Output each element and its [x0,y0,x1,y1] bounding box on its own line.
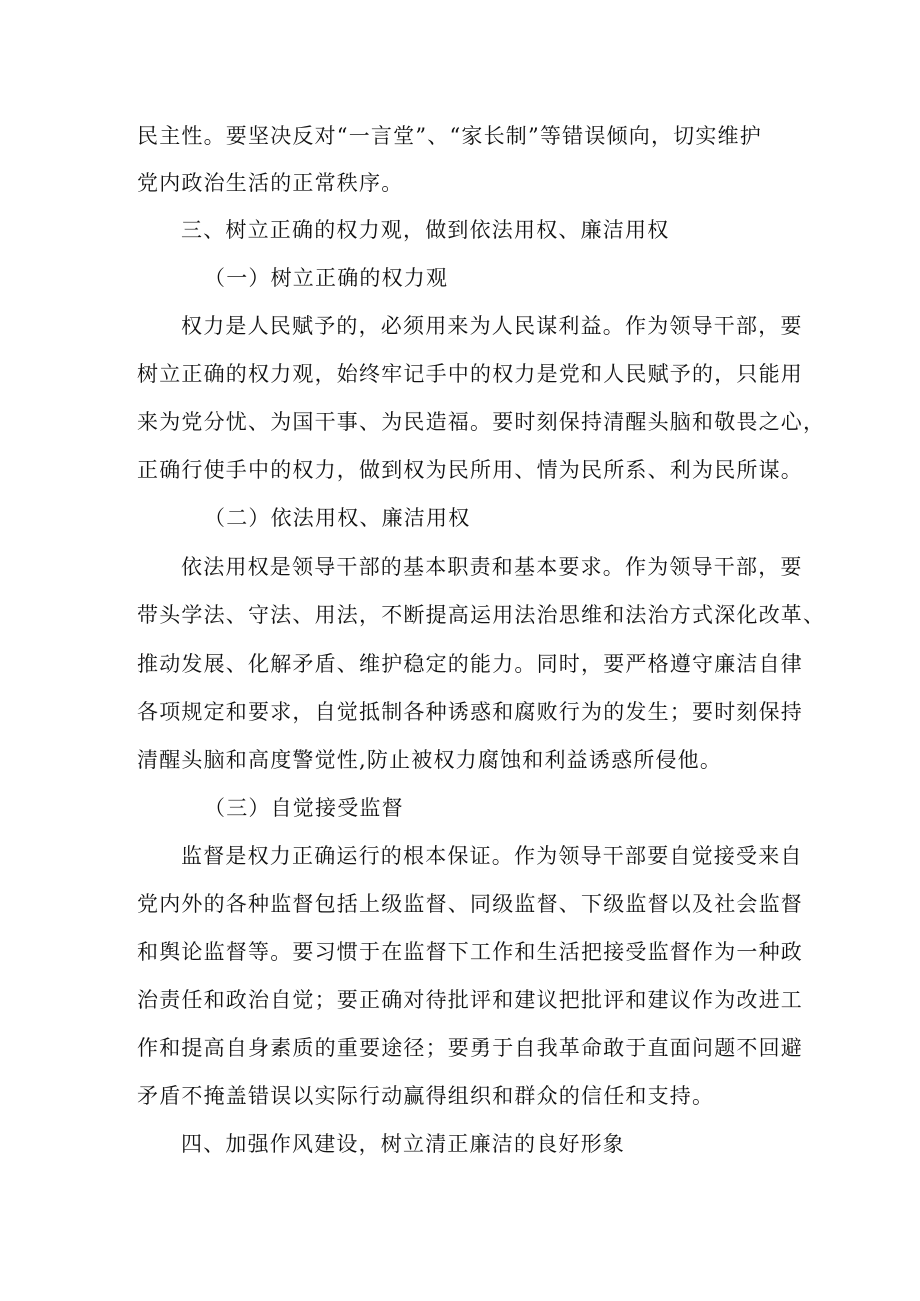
section-heading-4: 四、加强作风建设，树立清正廉洁的良好形象 [181,1132,625,1156]
body-text-line: 推动发展、化解矛盾、维护稳定的能力。同时，要严格遵守廉洁自律 [137,652,803,676]
body-text-line: 监督是权力正确运行的根本保证。作为领导干部要自觉接受来自 [181,844,803,868]
subsection-heading-3-2: （二）依法用权、廉洁用权 [204,506,471,530]
body-text-line: 正确行使手中的权力，做到权为民所用、情为民所系、利为民所谋。 [137,458,803,482]
body-text-line: 带头学法、守法、用法，不断提高运用法治思维和法治方式深化改革、 [137,603,826,627]
body-text-line: 树立正确的权力观，始终牢记手中的权力是党和人民赋予的，只能用 [137,362,803,386]
body-text-line: 党内政治生活的正常秩序。 [137,171,404,195]
body-text-line: 来为党分忧、为国干事、为民造福。要时刻保持清醒头脑和敬畏之心， [137,410,826,434]
body-text-line: 党内外的各种监督包括上级监督、同级监督、下级监督以及社会监督 [137,892,803,916]
body-text-line: 各项规定和要求，自觉抵制各种诱惑和腐败行为的发生；要时刻保持 [137,700,803,724]
body-text-line: 治责任和政治自觉；要正确对待批评和建议把批评和建议作为改进工 [137,988,803,1012]
subsection-heading-3-1: （一）树立正确的权力观 [204,266,449,290]
body-text-line: 清醒头脑和高度警觉性,防止被权力腐蚀和利益诱惑所侵他。 [137,748,723,772]
body-text-line: 矛盾不掩盖错误以实际行动赢得组织和群众的信任和支持。 [137,1084,715,1108]
body-text-line: 和舆论监督等。要习惯于在监督下工作和生活把接受监督作为一种政 [137,940,803,964]
body-text-line: 民主性。要坚决反对“一言堂”、“家长制”等错误倾向，切实维护 [137,124,762,148]
body-text-line: 依法用权是领导干部的基本职责和基本要求。作为领导干部，要 [181,555,803,579]
body-text-line: 作和提高自身素质的重要途径；要勇于自我革命敢于直面问题不回避 [137,1036,803,1060]
subsection-heading-3-3: （三）自觉接受监督 [204,796,404,820]
body-text-line: 权力是人民赋予的，必须用来为人民谋利益。作为领导干部，要 [181,314,803,338]
section-heading-3: 三、树立正确的权力观，做到依法用权、廉洁用权 [181,218,670,242]
